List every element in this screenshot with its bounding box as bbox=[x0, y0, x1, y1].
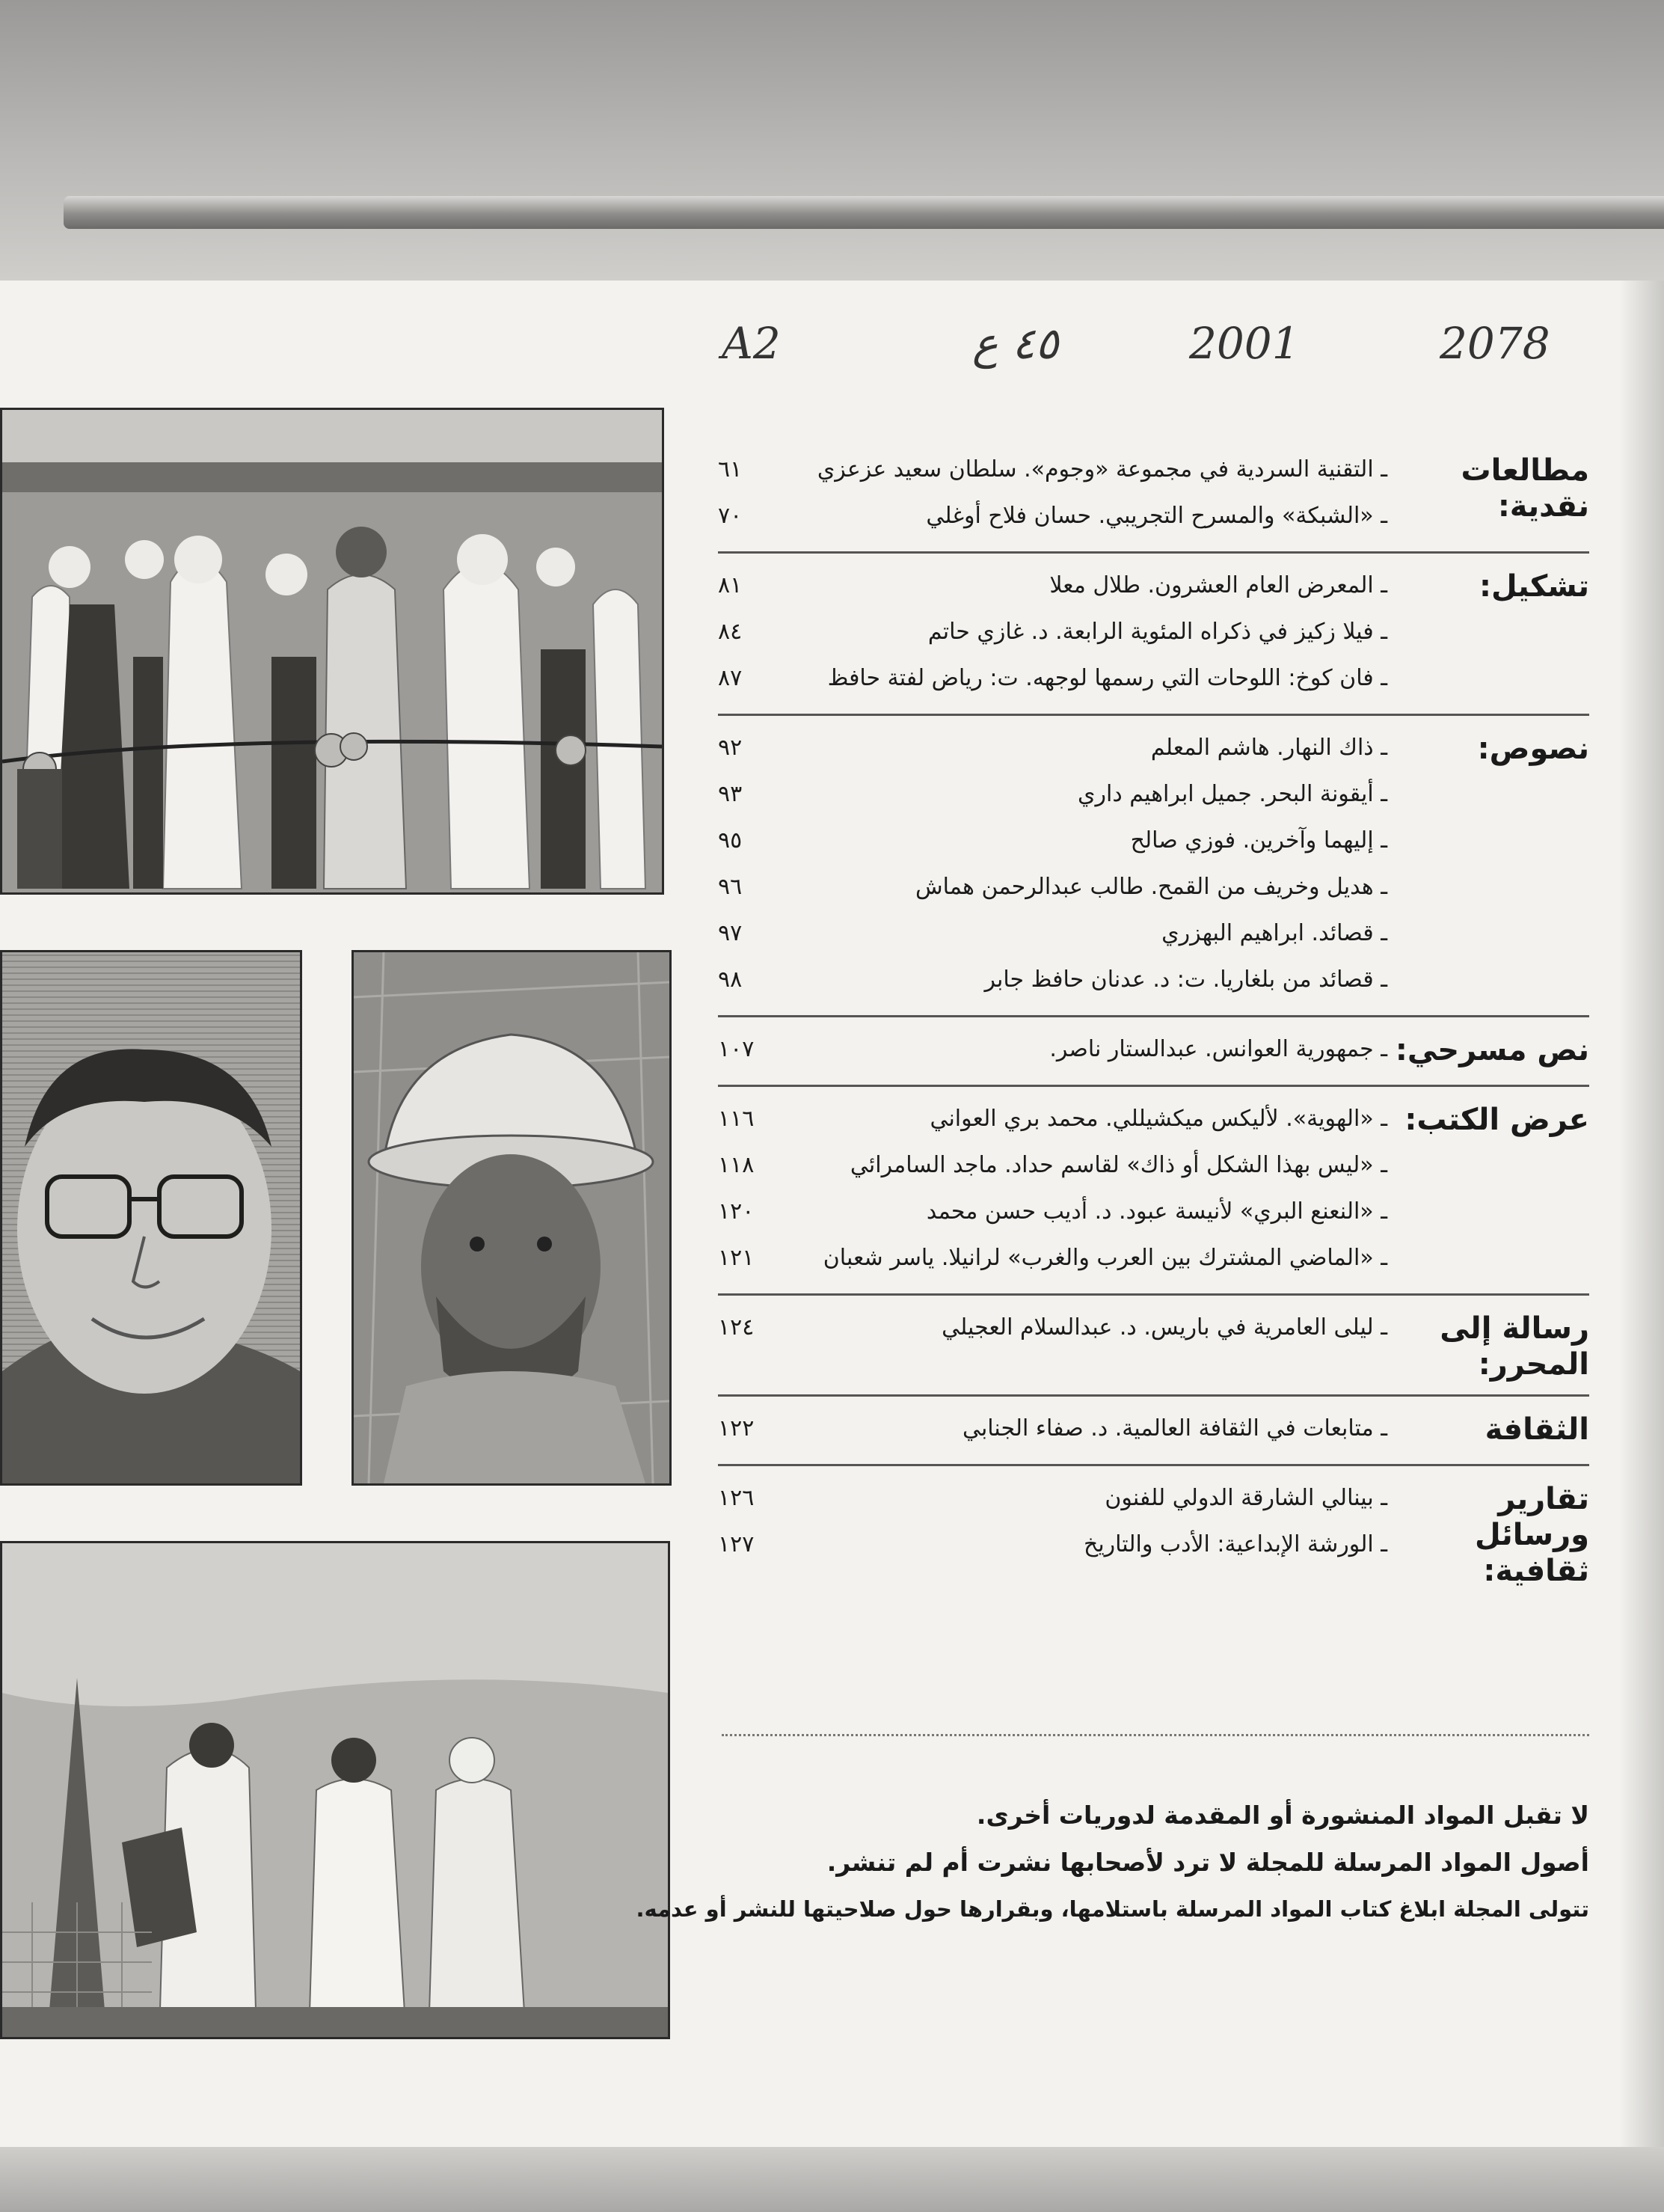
toc-entry bbox=[718, 1026, 1387, 1073]
toc-entry bbox=[718, 1189, 1387, 1235]
table-of-contents bbox=[718, 438, 1589, 1601]
toc-section bbox=[718, 716, 1589, 1017]
toc-section bbox=[718, 1296, 1589, 1397]
toc-entry bbox=[718, 1522, 1387, 1568]
entry-text: ـ بينالي الشارقة الدولي للفنون bbox=[1105, 1485, 1387, 1511]
entry-text: ـ جمهورية العوانس. عبدالستار ناصر. bbox=[1049, 1036, 1387, 1062]
toc-entry bbox=[718, 1235, 1387, 1281]
entry-text: ـ قصائد من بلغاريا. ت: د. عدنان حافظ جابر bbox=[984, 966, 1387, 993]
decorative-header-bar bbox=[64, 196, 1664, 229]
toc-entry bbox=[718, 1475, 1387, 1522]
entry-page-number: ٩٦ bbox=[718, 874, 743, 900]
handwritten-note-4: 2078 bbox=[1440, 318, 1550, 369]
section-title: نصوص: bbox=[1477, 732, 1589, 766]
entry-page-number: ٩٥ bbox=[718, 827, 743, 854]
section-title: رسالة إلى المحرر: bbox=[1440, 1311, 1589, 1382]
entry-text: ـ فان كوخ: اللوحات التي رسمها لوجهه. ت: رياض لفتة حافظ bbox=[827, 665, 1387, 691]
page-edge-shadow bbox=[1619, 281, 1664, 2147]
entry-text: ـ «النعنع البري» لأنيسة عبود. د. أديب حسن محمد bbox=[926, 1198, 1387, 1225]
entry-text: ـ «الشبكة» والمسرح التجريبي. حسان فلاح أوغلي bbox=[926, 503, 1387, 529]
entry-page-number: ٨٧ bbox=[718, 665, 743, 691]
author-portrait-photo bbox=[0, 950, 302, 1486]
notice-line: لا تقبل المواد المنشورة أو المقدمة لدوريات أخرى. bbox=[976, 1801, 1589, 1830]
entry-page-number: ٦١ bbox=[718, 456, 743, 482]
toc-entry bbox=[718, 1406, 1387, 1452]
van-gogh-portrait-photo bbox=[351, 950, 672, 1486]
section-title: نص مسرحي: bbox=[1395, 1033, 1589, 1067]
entry-page-number: ٩٧ bbox=[718, 920, 743, 946]
toc-entry bbox=[718, 1096, 1387, 1142]
entry-text: ـ إليهما وآخرين. فوزي صالح bbox=[1130, 827, 1387, 854]
entry-page-number: ٨١ bbox=[718, 572, 743, 598]
handwritten-note-3: 2001 bbox=[1189, 318, 1300, 369]
theatre-scene-photo bbox=[0, 1541, 670, 2039]
handwritten-note-2: ٤٥ ع bbox=[972, 318, 1059, 369]
toc-entry bbox=[718, 655, 1387, 702]
dotted-divider bbox=[722, 1734, 1589, 1736]
entry-page-number: ٩٣ bbox=[718, 781, 743, 807]
entry-text: ـ «الهوية». لأليكس ميكشيللي. محمد بري العواني bbox=[930, 1106, 1387, 1132]
toc-entry bbox=[718, 493, 1387, 539]
entry-text: ـ ليلى العامرية في باريس. د. عبدالسلام العجيلي bbox=[942, 1314, 1387, 1341]
entry-text: ـ فيلا زكيز في ذكراه المئوية الرابعة. د. غازي حاتم bbox=[927, 619, 1387, 645]
entry-text: ـ الورشة الإبداعية: الأدب والتاريخ bbox=[1083, 1531, 1387, 1557]
toc-section bbox=[718, 1087, 1589, 1296]
section-title: عرض الكتب: bbox=[1404, 1103, 1589, 1137]
toc-entry bbox=[718, 563, 1387, 609]
entry-text: ـ «ليس بهذا الشكل أو ذاك» لقاسم حداد. ماجد السامرائي bbox=[850, 1152, 1387, 1178]
entry-text: ـ هديل وخريف من القمح. طالب عبدالرحمن هماش bbox=[915, 874, 1387, 900]
toc-entry bbox=[718, 609, 1387, 655]
section-title: تشكيل: bbox=[1479, 569, 1589, 604]
top-grey-band bbox=[0, 0, 1664, 281]
toc-entry bbox=[718, 864, 1387, 910]
bottom-grey-band bbox=[0, 2147, 1664, 2212]
entry-page-number: ١٠٧ bbox=[718, 1036, 755, 1062]
toc-entry bbox=[718, 725, 1387, 771]
toc-entry bbox=[718, 1142, 1387, 1189]
section-title: الثقافة bbox=[1485, 1412, 1589, 1447]
entry-page-number: ١٢٠ bbox=[718, 1198, 755, 1225]
entry-text: ـ أيقونة البحر. جميل ابراهيم داري bbox=[1078, 781, 1387, 807]
toc-section bbox=[718, 1397, 1589, 1466]
entry-page-number: ٩٨ bbox=[718, 966, 743, 993]
toc-section bbox=[718, 1017, 1589, 1087]
entry-page-number: ٧٠ bbox=[718, 503, 743, 529]
entry-page-number: ١١٦ bbox=[718, 1106, 755, 1132]
toc-section bbox=[718, 554, 1589, 716]
toc-entry bbox=[718, 910, 1387, 957]
toc-entry bbox=[718, 957, 1387, 1003]
section-title: تقارير ورسائل ثقافية: bbox=[1475, 1482, 1589, 1588]
toc-entry bbox=[718, 1305, 1387, 1351]
entry-page-number: ١٢٢ bbox=[718, 1415, 755, 1442]
toc-section bbox=[718, 438, 1589, 554]
entry-text: ـ قصائد. ابراهيم البهزري bbox=[1161, 920, 1387, 946]
handwritten-note-1: A2 bbox=[722, 318, 781, 369]
entry-text: ـ المعرض العام العشرون. طلال معلا bbox=[1049, 572, 1387, 598]
entry-page-number: ١١٨ bbox=[718, 1152, 755, 1178]
section-title: مطالعات نقدية: bbox=[1461, 453, 1589, 524]
entry-page-number: ١٢٤ bbox=[718, 1314, 755, 1341]
toc-section bbox=[718, 1466, 1589, 1601]
entry-text: ـ «الماضي المشترك بين العرب والغرب» لرانيلا. ياسر شعبان bbox=[823, 1245, 1387, 1271]
entry-text: ـ متابعات في الثقافة العالمية. د. صفاء الجنابي bbox=[962, 1415, 1387, 1442]
entry-page-number: ٨٤ bbox=[718, 619, 743, 645]
notice-line: تتولى المجلة ابلاغ كتاب المواد المرسلة باستلامها، وبقرارها حول صلاحيتها للنشر أو عدمه. bbox=[636, 1896, 1589, 1922]
entry-text: ـ ذاك النهار. هاشم المعلم bbox=[1150, 735, 1387, 761]
entry-text: ـ التقنية السردية في مجموعة «وجوم». سلطان سعيد عزعزي bbox=[817, 456, 1387, 482]
notice-line: أصول المواد المرسلة للمجلة لا ترد لأصحابها نشرت أم لم تنشر. bbox=[826, 1848, 1589, 1877]
toc-entry bbox=[718, 818, 1387, 864]
entry-page-number: ٩٢ bbox=[718, 735, 743, 761]
entry-page-number: ١٢١ bbox=[718, 1245, 755, 1271]
ribbon-cutting-photo bbox=[0, 408, 664, 895]
editorial-notice bbox=[636, 1792, 1589, 1933]
entry-page-number: ١٢٦ bbox=[718, 1485, 755, 1511]
entry-page-number: ١٢٧ bbox=[718, 1531, 755, 1557]
toc-entry bbox=[718, 771, 1387, 818]
toc-entry bbox=[718, 447, 1387, 493]
